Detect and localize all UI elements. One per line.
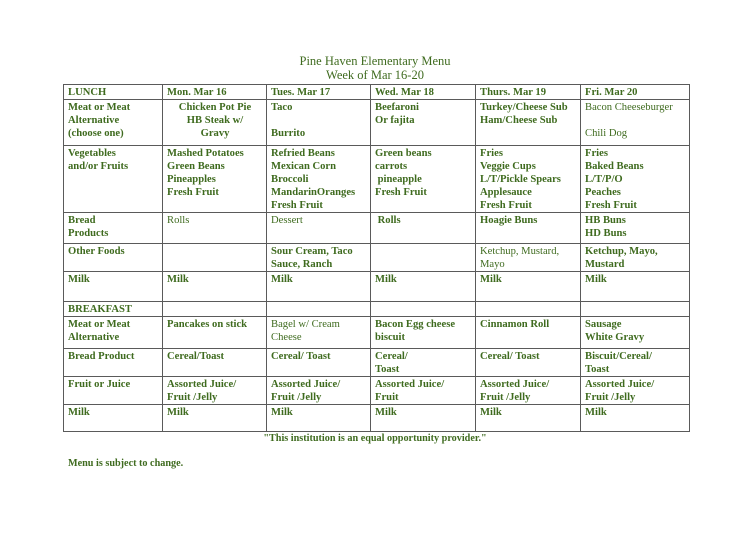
lunch-meat-thu: Turkey/Cheese Sub Ham/Cheese Sub xyxy=(476,100,581,146)
lunch-veg-row xyxy=(64,146,690,213)
lunch-other-tue: Sour Cream, Taco Sauce, Ranch xyxy=(267,244,371,272)
breakfast-milk-tue: Milk xyxy=(267,405,371,432)
menu-title xyxy=(0,54,750,82)
breakfast-milk-row xyxy=(64,405,690,432)
lunch-meat-row xyxy=(64,100,690,146)
lunch-other-thu: Ketchup, Mustard, Mayo xyxy=(476,244,581,272)
week-title: Week of Mar 16-20 xyxy=(326,68,424,82)
breakfast-bread-mon: Cereal/Toast xyxy=(163,349,267,377)
breakfast-bread-thu: Cereal/ Toast xyxy=(476,349,581,377)
breakfast-milk-wed: Milk xyxy=(371,405,476,432)
breakfast-header-row xyxy=(64,302,690,317)
lunch-other-wed xyxy=(371,244,476,272)
lunch-milk-tue: Milk xyxy=(267,272,371,302)
lunch-meat-wed: Beefaroni Or fajita xyxy=(371,100,476,146)
lunch-veg-fri: Fries Baked Beans L/T/P/O Peaches Fresh Fruit xyxy=(581,146,690,213)
lunch-header: LUNCH xyxy=(64,85,163,100)
lunch-other-fri: Ketchup, Mayo, Mustard xyxy=(581,244,690,272)
lunch-milk-row xyxy=(64,272,690,302)
lunch-milk-mon: Milk xyxy=(163,272,267,302)
day-header-fri: Fri. Mar 20 xyxy=(581,85,690,100)
breakfast-bread-wed: Cereal/ Toast xyxy=(371,349,476,377)
menu-change-note: Menu is subject to change. xyxy=(68,458,184,469)
breakfast-fruit-row xyxy=(64,377,690,405)
row-label-lunch-bread: Bread Products xyxy=(64,213,163,244)
breakfast-bread-fri: Biscuit/Cereal/ Toast xyxy=(581,349,690,377)
school-menu-title: Pine Haven Elementary Menu xyxy=(299,54,451,68)
row-label-breakfast-meat: Meat or Meat Alternative xyxy=(64,317,163,349)
breakfast-meat-tue: Bagel w/ Cream Cheese xyxy=(267,317,371,349)
breakfast-fruit-fri: Assorted Juice/ Fruit /Jelly xyxy=(581,377,690,405)
lunch-meat-mon: Chicken Pot Pie HB Steak w/ Gravy xyxy=(163,100,267,146)
breakfast-meat-row xyxy=(64,317,690,349)
lunch-meat-tue: Taco Burrito xyxy=(267,100,371,146)
lunch-veg-tue: Refried Beans Mexican Corn Broccoli MandarinOranges Fresh Fruit xyxy=(267,146,371,213)
row-label-lunch-meat: Meat or Meat Alternative (choose one) xyxy=(64,100,163,146)
breakfast-fruit-tue: Assorted Juice/ Fruit /Jelly xyxy=(267,377,371,405)
lunch-bread-row xyxy=(64,213,690,244)
breakfast-milk-mon: Milk xyxy=(163,405,267,432)
day-header-mon: Mon. Mar 16 xyxy=(163,85,267,100)
lunch-bread-tue: Dessert xyxy=(267,213,371,244)
lunch-bread-fri: HB Buns HD Buns xyxy=(581,213,690,244)
breakfast-bread-tue: Cereal/ Toast xyxy=(267,349,371,377)
breakfast-meat-mon: Pancakes on stick xyxy=(163,317,267,349)
lunch-other-row xyxy=(64,244,690,272)
breakfast-milk-thu: Milk xyxy=(476,405,581,432)
lunch-header-row xyxy=(64,85,690,100)
row-label-breakfast-bread: Bread Product xyxy=(64,349,163,377)
menu-table xyxy=(63,84,690,432)
lunch-bread-mon: Rolls xyxy=(163,213,267,244)
breakfast-fruit-wed: Assorted Juice/ Fruit xyxy=(371,377,476,405)
breakfast-meat-thu: Cinnamon Roll xyxy=(476,317,581,349)
breakfast-fruit-mon: Assorted Juice/ Fruit /Jelly xyxy=(163,377,267,405)
day-header-wed: Wed. Mar 18 xyxy=(371,85,476,100)
lunch-bread-thu: Hoagie Buns xyxy=(476,213,581,244)
breakfast-meat-fri: Sausage White Gravy xyxy=(581,317,690,349)
lunch-milk-fri: Milk xyxy=(581,272,690,302)
lunch-milk-thu: Milk xyxy=(476,272,581,302)
breakfast-fruit-thu: Assorted Juice/ Fruit /Jelly xyxy=(476,377,581,405)
row-label-breakfast-milk: Milk xyxy=(64,405,163,432)
lunch-meat-fri: Bacon Cheeseburger Chili Dog xyxy=(581,100,690,146)
row-label-lunch-milk: Milk xyxy=(64,272,163,302)
breakfast-meat-wed: Bacon Egg cheese biscuit xyxy=(371,317,476,349)
day-header-tue: Tues. Mar 17 xyxy=(267,85,371,100)
lunch-veg-wed: Green beans carrots pineapple Fresh Fruit xyxy=(371,146,476,213)
lunch-milk-wed: Milk xyxy=(371,272,476,302)
equal-opportunity-statement: "This institution is an equal opportunity provider." xyxy=(263,433,487,444)
lunch-bread-wed: Rolls xyxy=(371,213,476,244)
breakfast-bread-row xyxy=(64,349,690,377)
day-header-thu: Thurs. Mar 19 xyxy=(476,85,581,100)
breakfast-header: BREAKFAST xyxy=(64,302,163,317)
row-label-lunch-veg: Vegetables and/or Fruits xyxy=(64,146,163,213)
row-label-lunch-other: Other Foods xyxy=(64,244,163,272)
row-label-breakfast-fruit: Fruit or Juice xyxy=(64,377,163,405)
lunch-veg-thu: Fries Veggie Cups L/T/Pickle Spears Applesauce Fresh Fruit xyxy=(476,146,581,213)
lunch-veg-mon: Mashed Potatoes Green Beans Pineapples Fresh Fruit xyxy=(163,146,267,213)
breakfast-milk-fri: Milk xyxy=(581,405,690,432)
lunch-other-mon xyxy=(163,244,267,272)
